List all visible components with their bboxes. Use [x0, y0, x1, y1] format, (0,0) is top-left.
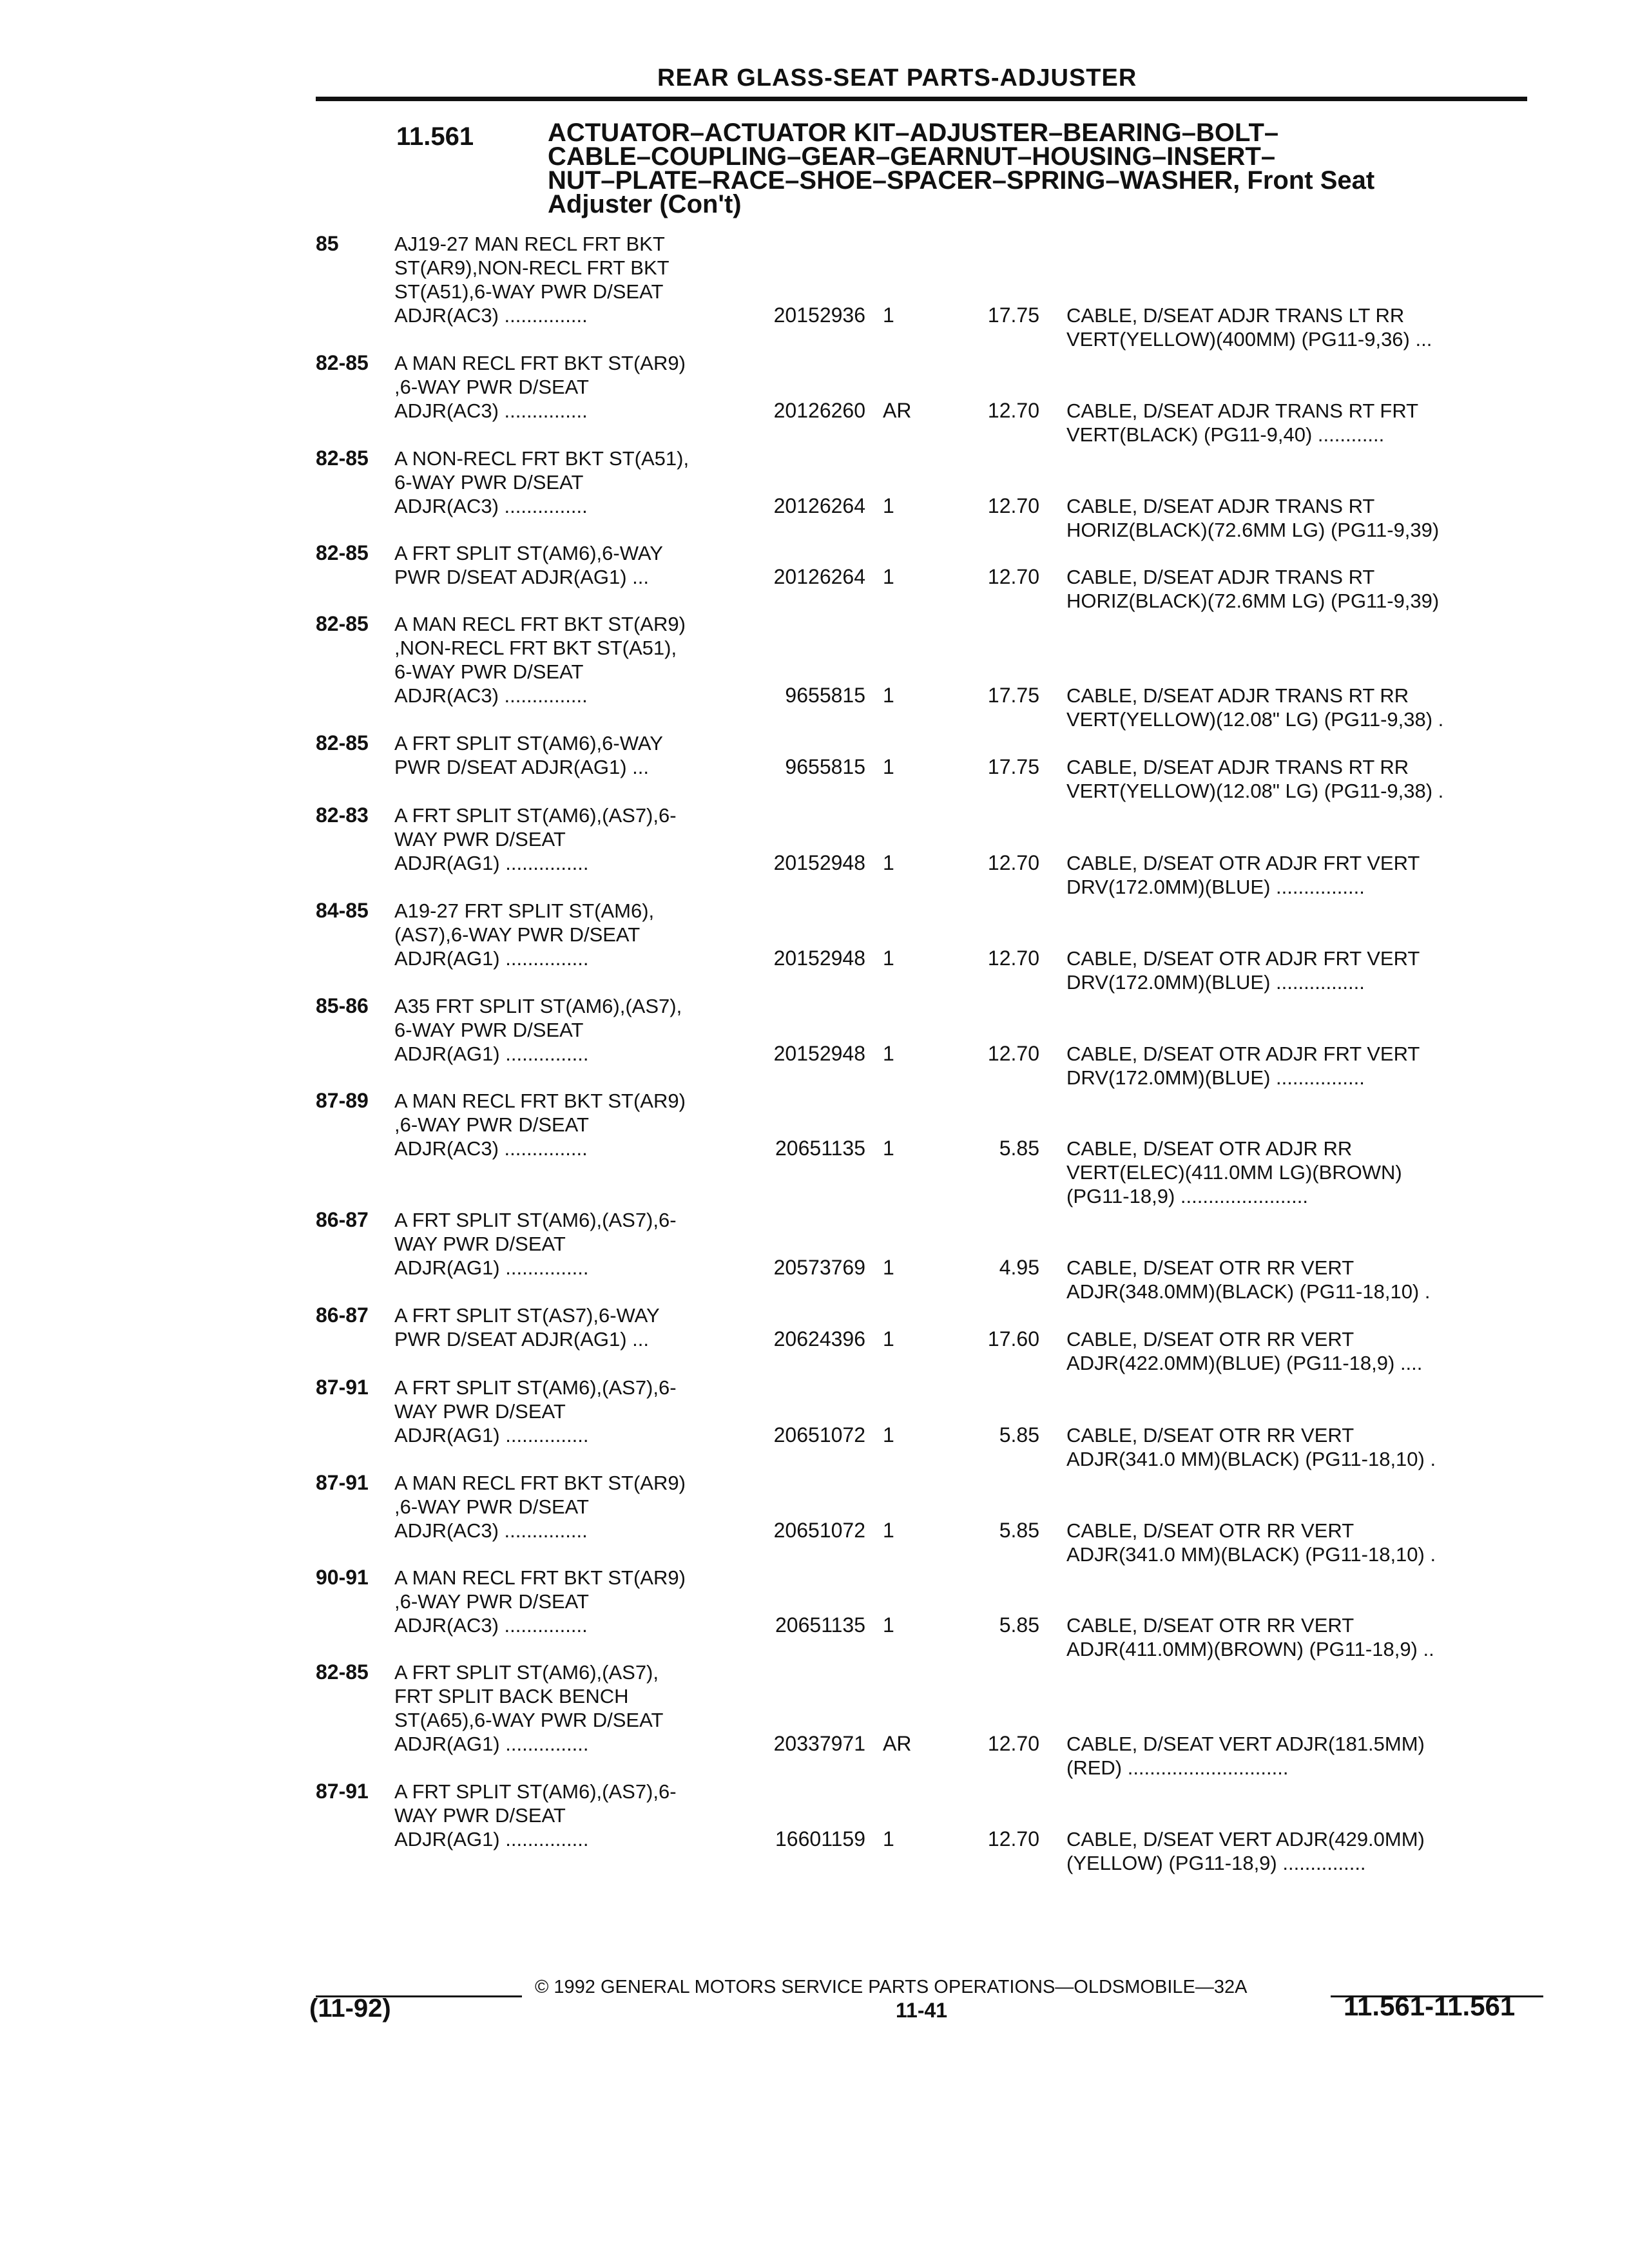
entry-price: 4.95 [999, 1256, 1039, 1279]
entry-price: 12.70 [987, 1042, 1039, 1065]
entry-quantity: 1 [883, 755, 894, 778]
entry-part-number: 16601159 [775, 1827, 865, 1850]
entry-price: 12.70 [987, 494, 1039, 517]
entry-price: 12.70 [987, 947, 1039, 970]
header-rule [316, 97, 1527, 101]
entry-cable-description: CABLE, D/SEAT ADJR TRANS RT RR VERT(YELLOW)(12.08" LG) (PG11-9,38) . [1066, 684, 1444, 731]
entry-part-number: 20337971 [773, 1732, 865, 1755]
entry-years: 82-85 [316, 447, 369, 470]
footer-page-number: 11-41 [896, 1999, 948, 2022]
entry-years: 86-87 [316, 1208, 369, 1231]
entry-quantity: 1 [883, 1327, 894, 1350]
entry-part-number: 20126260 [773, 399, 865, 422]
entry-quantity: 1 [883, 565, 894, 588]
entry-part-number: 20152936 [773, 303, 865, 327]
entry-description: A MAN RECL FRT BKT ST(AR9) ,6-WAY PWR D/SEAT ADJR(AC3) ............... [394, 1566, 686, 1637]
entry-years: 87-91 [316, 1376, 369, 1399]
entry-part-number: 20573769 [773, 1256, 865, 1279]
entry-years: 85 [316, 232, 339, 255]
entry-price: 17.60 [987, 1327, 1039, 1350]
entry-quantity: 1 [883, 1519, 894, 1542]
entry-part-number: 20651135 [775, 1613, 865, 1637]
entry-cable-description: CABLE, D/SEAT ADJR TRANS RT HORIZ(BLACK)(72.6MM LG) (PG11-9,39) [1066, 566, 1440, 612]
entry-price: 12.70 [987, 851, 1039, 874]
entry-cable-description: CABLE, D/SEAT OTR RR VERT ADJR(348.0MM)(BLACK) (PG11-18,10) . [1066, 1256, 1431, 1303]
entry-part-number: 20651072 [773, 1423, 865, 1446]
entry-description: A35 FRT SPLIT ST(AM6),(AS7), 6-WAY PWR D/SEAT ADJR(AG1) ............... [394, 995, 682, 1065]
entry-price: 5.85 [999, 1137, 1039, 1160]
entry-description: A FRT SPLIT ST(AM6),(AS7),6- WAY PWR D/SEAT ADJR(AG1) ............... [394, 1209, 677, 1279]
entry-cable-description: CABLE, D/SEAT ADJR TRANS RT HORIZ(BLACK)(72.6MM LG) (PG11-9,39) [1066, 495, 1440, 541]
entry-quantity: AR [883, 1732, 912, 1755]
entry-description: A19-27 FRT SPLIT ST(AM6), (AS7),6-WAY PWR D/SEAT ADJR(AG1) ............... [394, 899, 655, 970]
entry-description: A FRT SPLIT ST(AM6),(AS7),6- WAY PWR D/SEAT ADJR(AG1) ............... [394, 1376, 677, 1446]
entry-cable-description: CABLE, D/SEAT OTR ADJR FRT VERT DRV(172.0MM)(BLUE) ................ [1066, 852, 1420, 898]
entry-price: 12.70 [987, 565, 1039, 588]
footer-section-range: 11.561-11.561 [1344, 1991, 1516, 2021]
entry-price: 5.85 [999, 1613, 1039, 1637]
entry-quantity: 1 [883, 494, 894, 517]
entry-description: A FRT SPLIT ST(AS7),6-WAY PWR D/SEAT ADJR(AG1) ... [394, 1304, 660, 1350]
entry-cable-description: CABLE, D/SEAT OTR RR VERT ADJR(341.0 MM)(BLACK) (PG11-18,10) . [1066, 1424, 1436, 1470]
entry-part-number: 9655815 [785, 684, 865, 707]
entry-part-number: 20126264 [773, 565, 865, 588]
entry-price: 5.85 [999, 1519, 1039, 1542]
entry-cable-description: CABLE, D/SEAT OTR ADJR RR VERT(ELEC)(411.0MM LG)(BROWN) (PG11-18,9) ....................... [1066, 1137, 1402, 1207]
entry-years: 90-91 [316, 1566, 369, 1589]
entry-description: A MAN RECL FRT BKT ST(AR9) ,6-WAY PWR D/SEAT ADJR(AC3) ............... [394, 1090, 686, 1160]
entry-years: 87-91 [316, 1780, 369, 1803]
entry-description: A FRT SPLIT ST(AM6),6-WAY PWR D/SEAT ADJR(AG1) ... [394, 542, 663, 588]
entry-description: A FRT SPLIT ST(AM6),(AS7),6- WAY PWR D/SEAT ADJR(AG1) ............... [394, 804, 677, 874]
entry-quantity: 1 [883, 1256, 894, 1279]
entry-years: 82-85 [316, 612, 369, 635]
entry-years: 82-85 [316, 731, 369, 754]
entry-description: A FRT SPLIT ST(AM6),6-WAY PWR D/SEAT ADJR(AG1) ... [394, 732, 663, 778]
entry-price: 17.75 [987, 684, 1039, 707]
entry-cable-description: CABLE, D/SEAT ADJR TRANS RT FRT VERT(BLACK) (PG11-9,40) ............ [1066, 399, 1419, 446]
entry-price: 12.70 [987, 399, 1039, 422]
entry-description: AJ19-27 MAN RECL FRT BKT ST(AR9),NON-RECL FRT BKT ST(A51),6-WAY PWR D/SEAT ADJR(AC3) ............... [394, 233, 670, 327]
entry-price: 5.85 [999, 1423, 1039, 1446]
entry-description: A NON-RECL FRT BKT ST(A51), 6-WAY PWR D/SEAT ADJR(AC3) ............... [394, 447, 689, 517]
entry-part-number: 20651072 [773, 1519, 865, 1542]
entry-quantity: AR [883, 399, 912, 422]
entry-price: 17.75 [987, 303, 1039, 327]
section-number: 11.561 [396, 122, 474, 151]
entry-quantity: 1 [883, 851, 894, 874]
entry-cable-description: CABLE, D/SEAT VERT ADJR(181.5MM) (RED) ............................. [1066, 1733, 1425, 1779]
entry-years: 82-83 [316, 803, 369, 827]
entry-description: A FRT SPLIT ST(AM6),(AS7), FRT SPLIT BACK BENCH ST(A65),6-WAY PWR D/SEAT ADJR(AG1) ............... [394, 1661, 664, 1755]
entry-price: 17.75 [987, 755, 1039, 778]
entry-part-number: 20152948 [773, 851, 865, 874]
entry-quantity: 1 [883, 1827, 894, 1850]
entry-part-number: 20152948 [773, 947, 865, 970]
page-header-title: REAR GLASS-SEAT PARTS-ADJUSTER [657, 64, 1137, 91]
entry-description: A MAN RECL FRT BKT ST(AR9) ,6-WAY PWR D/SEAT ADJR(AC3) ............... [394, 1472, 686, 1542]
entry-quantity: 1 [883, 1137, 894, 1160]
entry-years: 82-85 [316, 541, 369, 564]
entry-part-number: 20624396 [773, 1327, 865, 1350]
entry-years: 87-91 [316, 1471, 369, 1494]
footer-date: (11-92) [309, 1994, 391, 2023]
entry-quantity: 1 [883, 1042, 894, 1065]
entry-cable-description: CABLE, D/SEAT OTR ADJR FRT VERT DRV(172.0MM)(BLUE) ................ [1066, 1043, 1420, 1089]
entry-part-number: 20126264 [773, 494, 865, 517]
entry-part-number: 20651135 [775, 1137, 865, 1160]
entry-description: A MAN RECL FRT BKT ST(AR9) ,6-WAY PWR D/SEAT ADJR(AC3) ............... [394, 352, 686, 422]
entry-years: 87-89 [316, 1089, 369, 1112]
entry-part-number: 20152948 [773, 1042, 865, 1065]
entry-quantity: 1 [883, 1613, 894, 1637]
entry-years: 82-85 [316, 351, 369, 374]
entry-years: 82-85 [316, 1660, 369, 1684]
entry-years: 84-85 [316, 899, 369, 922]
entry-years: 86-87 [316, 1303, 369, 1327]
entry-price: 12.70 [987, 1827, 1039, 1850]
section-title: ACTUATOR–ACTUATOR KIT–ADJUSTER–BEARING–BOLT– CABLE–COUPLING–GEAR–GEARNUT–HOUSING–INSERT– NUT–PLATE–RACE–SHOE–SPACER–SPRING–WASHER, Front Seat Adjuster (Con't) [548, 119, 1375, 218]
entry-cable-description: CABLE, D/SEAT ADJR TRANS RT RR VERT(YELLOW)(12.08" LG) (PG11-9,38) . [1066, 756, 1444, 802]
entry-cable-description: CABLE, D/SEAT ADJR TRANS LT RR VERT(YELLOW)(400MM) (PG11-9,36) ... [1066, 304, 1432, 351]
entry-cable-description: CABLE, D/SEAT OTR RR VERT ADJR(422.0MM)(BLUE) (PG11-18,9) .... [1066, 1328, 1423, 1374]
entry-price: 12.70 [987, 1732, 1039, 1755]
entry-years: 85-86 [316, 994, 369, 1017]
entry-description: A MAN RECL FRT BKT ST(AR9) ,NON-RECL FRT BKT ST(A51), 6-WAY PWR D/SEAT ADJR(AC3) ............... [394, 613, 686, 707]
entry-part-number: 9655815 [785, 755, 865, 778]
entry-quantity: 1 [883, 1423, 894, 1446]
entry-cable-description: CABLE, D/SEAT OTR ADJR FRT VERT DRV(172.0MM)(BLUE) ................ [1066, 947, 1420, 994]
entry-quantity: 1 [883, 947, 894, 970]
entry-quantity: 1 [883, 684, 894, 707]
entry-description: A FRT SPLIT ST(AM6),(AS7),6- WAY PWR D/SEAT ADJR(AG1) ............... [394, 1780, 677, 1850]
entry-cable-description: CABLE, D/SEAT VERT ADJR(429.0MM) (YELLOW) (PG11-18,9) ............... [1066, 1828, 1425, 1874]
footer-copyright: © 1992 GENERAL MOTORS SERVICE PARTS OPERATIONS—OLDSMOBILE—32A [535, 1977, 1248, 1997]
entry-cable-description: CABLE, D/SEAT OTR RR VERT ADJR(341.0 MM)(BLACK) (PG11-18,10) . [1066, 1519, 1436, 1566]
entry-quantity: 1 [883, 303, 894, 327]
entry-cable-description: CABLE, D/SEAT OTR RR VERT ADJR(411.0MM)(BROWN) (PG11-18,9) .. [1066, 1614, 1434, 1660]
